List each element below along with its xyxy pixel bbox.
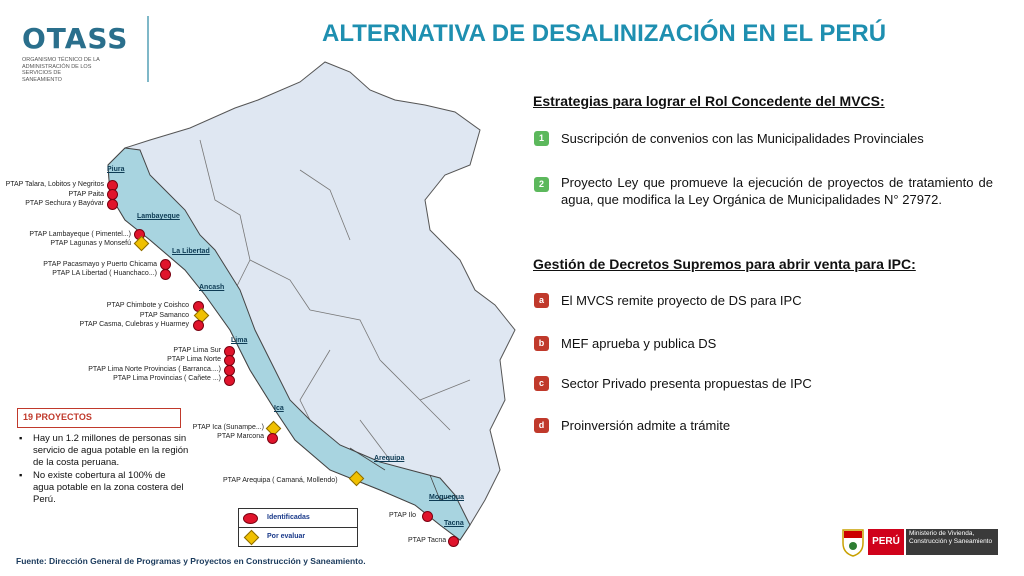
identified-marker: [160, 269, 171, 280]
strategies-heading: Estrategias para lograr el Rol Concedente del MVCS:: [533, 93, 885, 109]
decree-item: MEF aprueba y publica DS: [561, 336, 717, 351]
decrees-heading: Gestión de Decretos Supremos para abrir venta para IPC:: [533, 256, 916, 272]
region-label: Piura: [107, 166, 125, 173]
step-number-badge: 1: [534, 131, 549, 146]
source-note: Fuente: Dirección General de Programas y Proyectos en Construcción y Saneamiento.: [16, 556, 366, 566]
plant-label: PTAP Ilo: [389, 512, 416, 519]
map-legend: [238, 508, 358, 547]
region-label: Tacna: [444, 520, 464, 527]
strategy-item: Proyecto Ley que promueve la ejecución de proyectos de tratamiento de agua, que modifica la Ley Orgánica de Municipalidades N° 27972.: [561, 175, 993, 207]
logo-subtitle: ORGANISMO TÉCNICO DE LA ADMINISTRACIÓN DE LOS SERVICIOS DE SANEAMIENTO: [22, 57, 100, 83]
bullet-item: ▪ Hay un 1.2 millones de personas sin servicio de agua potable en la región de la costa peruana.: [17, 433, 189, 469]
identified-marker: [193, 320, 204, 331]
region-label: Ancash: [199, 284, 225, 291]
identified-marker: [448, 536, 459, 547]
projects-count-box: [17, 408, 181, 428]
step-number-badge: 2: [534, 177, 549, 192]
legend-row-pending: [238, 527, 358, 547]
region-label: Moquegua: [429, 494, 464, 501]
coverage-bullets: [17, 433, 189, 507]
plant-label: PTAP Arequipa ( Camaná, Mollendo): [223, 477, 338, 484]
region-label: Lambayeque: [137, 213, 180, 220]
projects-count-label: 19 PROYECTOS: [23, 412, 92, 422]
slide-title: ALTERNATIVA DE DESALINIZACIÓN EN EL PERÚ: [322, 20, 887, 47]
ministry-name: Ministerio de Vivienda, Construcción y Saneamiento: [906, 529, 998, 555]
plant-label: PTAP Talara, Lobitos y Negritos: [5, 181, 104, 188]
region-label: Lima: [231, 337, 248, 344]
legend-row-identified: [238, 508, 358, 527]
plant-label: PTAP Lambayeque ( Pimentel...): [29, 231, 131, 238]
identified-swatch: [243, 513, 258, 524]
peru-label: PERÚ: [868, 529, 904, 555]
plant-label: PTAP Chimbote y Coishco: [106, 302, 189, 309]
identified-marker: [422, 511, 433, 522]
step-letter-badge: b: [534, 336, 549, 351]
plant-label: PTAP LA Libertad ( Huanchaco...): [52, 270, 157, 277]
identified-marker: [107, 199, 118, 210]
plant-label: PTAP Lima Norte: [167, 356, 221, 363]
plant-label: PTAP Lagunas y Monsefú: [50, 240, 131, 247]
plant-label: PTAP Pacasmayo y Puerto Chicama: [43, 261, 157, 268]
plant-label: PTAP Samanco: [139, 312, 189, 319]
step-letter-badge: a: [534, 293, 549, 308]
region-label: Arequipa: [374, 455, 405, 462]
plant-label: PTAP Lima Norte Provincias ( Barranca....): [88, 366, 221, 373]
plant-label: PTAP Lima Provincias ( Cañete ...): [113, 375, 221, 382]
logo-wordmark: OTASS: [22, 22, 129, 55]
step-letter-badge: d: [534, 418, 549, 433]
decree-item: El MVCS remite proyecto de DS para IPC: [561, 293, 802, 308]
plant-label: PTAP Tacna: [408, 537, 447, 544]
pending-swatch: [244, 530, 260, 546]
coat-of-arms-icon: [840, 527, 866, 557]
plant-label: PTAP Sechura y Bayóvar: [25, 200, 104, 207]
region-label: Ica: [274, 405, 284, 412]
strategy-item: Suscripción de convenios con las Municipalidades Provinciales: [561, 131, 924, 146]
decree-item: Proinversión admite a trámite: [561, 418, 731, 433]
identified-marker: [267, 433, 278, 444]
identified-marker: [224, 375, 235, 386]
plant-label: PTAP Lima Sur: [173, 347, 221, 354]
region-label: La Libertad: [172, 248, 210, 255]
legend-label: Por evaluar: [267, 533, 306, 540]
bullet-item: ▪ No existe cobertura al 100% de agua potable en la zona costera del Perú.: [17, 470, 189, 506]
decree-item: Sector Privado presenta propuestas de IPC: [561, 376, 812, 391]
plant-label: PTAP Paita: [68, 191, 104, 198]
plant-label: PTAP Ica (Sunampe...): [192, 424, 264, 431]
plant-label: PTAP Casma, Culebras y Huarmey: [79, 321, 189, 328]
plant-label: PTAP Marcona: [217, 433, 264, 440]
legend-label: Identificadas: [267, 514, 310, 521]
step-letter-badge: c: [534, 376, 549, 391]
